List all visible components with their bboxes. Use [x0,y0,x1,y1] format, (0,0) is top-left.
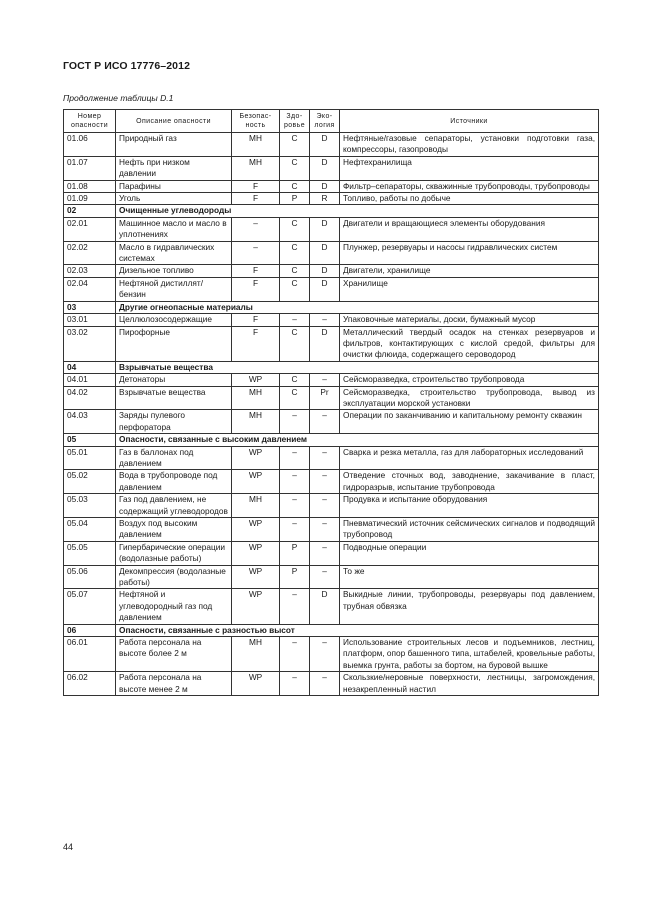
hazard-description: Масло в гидравлических системах [116,241,232,265]
safety-cell: F [232,193,280,205]
health-cell: C [280,180,310,192]
ecology-cell: – [310,637,340,672]
hazard-description: Целлюлозосодержащие [116,314,232,326]
table-row [64,180,599,192]
hazard-description: Заряды пулевого перфоратора [116,410,232,434]
safety-cell: WP [232,541,280,565]
hazard-number: 03.02 [64,326,116,361]
table-section-row [64,624,599,636]
sources-cell: Фильтр–сепараторы, скважинные трубопроводы, трубопроводы [340,180,599,192]
hazard-number: 03.01 [64,314,116,326]
hazard-number: 04.01 [64,374,116,386]
section-number: 03 [64,301,116,313]
hazard-number: 01.06 [64,133,116,157]
hazard-number: 05.01 [64,446,116,470]
sources-cell: Сейсморазведка, строительство трубопровода, вывод из эксплуатации морской установки [340,386,599,410]
hazard-description: Декомпрессия (водолазные работы) [116,565,232,589]
hazard-description: Вода в трубопроводе под давлением [116,470,232,494]
ecology-cell: D [310,277,340,301]
section-number: 05 [64,434,116,446]
ecology-cell: – [310,446,340,470]
ecology-cell: D [310,180,340,192]
health-cell: C [280,156,310,180]
ecology-cell: – [310,518,340,542]
hazard-number: 02.02 [64,241,116,265]
table-row [64,589,599,624]
health-cell: – [280,518,310,542]
health-cell: C [280,386,310,410]
hazard-number: 04.02 [64,386,116,410]
hazard-number: 06.02 [64,672,116,696]
table-row [64,565,599,589]
sources-cell: Двигатели, хранилище [340,265,599,277]
hazard-description: Взрывчатые вещества [116,386,232,410]
health-cell: C [280,374,310,386]
sources-cell: Пневматический источник сейсмических сигналов и подводящий трубопровод [340,518,599,542]
hazard-number: 05.06 [64,565,116,589]
sources-cell: Продувка и испытание оборудования [340,494,599,518]
safety-cell: F [232,277,280,301]
table-row [64,386,599,410]
hazard-description: Природный газ [116,133,232,157]
hazard-number: 05.07 [64,589,116,624]
health-cell: – [280,470,310,494]
health-cell: P [280,565,310,589]
health-cell: – [280,446,310,470]
safety-cell: – [232,241,280,265]
ecology-cell: D [310,156,340,180]
ecology-cell: – [310,314,340,326]
hazard-number: 02.04 [64,277,116,301]
ecology-cell: – [310,494,340,518]
hazard-description: Нефтяной и углеводородный газ под давлением [116,589,232,624]
sources-cell: Хранилище [340,277,599,301]
health-cell: C [280,217,310,241]
table-header-row [64,110,599,133]
hazard-number: 02.01 [64,217,116,241]
hazard-description: Воздух под высоким давлением [116,518,232,542]
table-row [64,541,599,565]
table-row [64,156,599,180]
hazard-description: Работа персонала на высоте менее 2 м [116,672,232,696]
col-header-ecology: Эко-логия [310,110,340,133]
health-cell: – [280,494,310,518]
page-number: 44 [63,842,74,852]
hazards-table [63,109,599,696]
document-title: ГОСТ Р ИСО 17776–2012 [63,60,191,72]
sources-cell: Выкидные линии, трубопроводы, резервуары под давлением, трубная обвязка [340,589,599,624]
health-cell: P [280,193,310,205]
section-title: Очищенные углеводороды [116,205,599,217]
ecology-cell: Pr [310,386,340,410]
health-cell: C [280,241,310,265]
sources-cell: Нефтехранилища [340,156,599,180]
ecology-cell: D [310,133,340,157]
table-section-row [64,434,599,446]
table-section-row [64,301,599,313]
table-row [64,265,599,277]
section-title: Опасности, связанные с разностью высот [116,624,599,636]
col-header-safety: Безопас-ность [232,110,280,133]
sources-cell: Плунжер, резервуары и насосы гидравлических систем [340,241,599,265]
sources-cell: Двигатели и вращающиеся элементы оборудования [340,217,599,241]
hazard-description: Парафины [116,180,232,192]
hazard-number: 04.03 [64,410,116,434]
hazard-description: Пирофорные [116,326,232,361]
safety-cell: WP [232,374,280,386]
hazard-number: 06.01 [64,637,116,672]
ecology-cell: – [310,470,340,494]
hazard-description: Работа персонала на высоте более 2 м [116,637,232,672]
table-row [64,241,599,265]
sources-cell: Упаковочные материалы, доски, бумажный мусор [340,314,599,326]
table-row [64,518,599,542]
hazard-number: 02.03 [64,265,116,277]
health-cell: C [280,277,310,301]
safety-cell: MH [232,494,280,518]
table-row [64,374,599,386]
health-cell: – [280,589,310,624]
table-section-row [64,205,599,217]
health-cell: C [280,133,310,157]
ecology-cell: – [310,565,340,589]
table-row [64,672,599,696]
ecology-cell: – [310,410,340,434]
table-caption: Продолжение таблицы D.1 [63,93,174,103]
safety-cell: WP [232,518,280,542]
hazard-description: Газ под давлением, не содержащий углеводородов [116,494,232,518]
table-row [64,446,599,470]
safety-cell: MH [232,637,280,672]
table-section-row [64,361,599,373]
ecology-cell: – [310,541,340,565]
hazard-description: Газ в баллонах под давлением [116,446,232,470]
hazard-number: 05.04 [64,518,116,542]
ecology-cell: D [310,217,340,241]
table-row [64,470,599,494]
safety-cell: WP [232,672,280,696]
safety-cell: F [232,180,280,192]
health-cell: – [280,672,310,696]
table-row [64,133,599,157]
table-row [64,314,599,326]
sources-cell: Нефтяные/газовые сепараторы, установки подготовки газа, компрессоры, газопроводы [340,133,599,157]
hazard-description: Детонаторы [116,374,232,386]
ecology-cell: D [310,265,340,277]
table-row [64,217,599,241]
health-cell: – [280,314,310,326]
ecology-cell: D [310,589,340,624]
hazard-number: 01.07 [64,156,116,180]
hazard-description: Дизельное топливо [116,265,232,277]
ecology-cell: D [310,241,340,265]
safety-cell: MH [232,133,280,157]
ecology-cell: D [310,326,340,361]
table-body [64,133,599,696]
section-title: Взрывчатые вещества [116,361,599,373]
safety-cell: MH [232,410,280,434]
col-header-health: Здо-ровье [280,110,310,133]
health-cell: – [280,637,310,672]
safety-cell: MH [232,386,280,410]
ecology-cell: – [310,374,340,386]
hazard-number: 05.05 [64,541,116,565]
safety-cell: F [232,265,280,277]
hazard-number: 05.03 [64,494,116,518]
col-header-number: Номер опасности [64,110,116,133]
sources-cell: Скользкие/неровные поверхности, лестницы, загромождения, незакрепленный настил [340,672,599,696]
sources-cell: Сейсморазведка, строительство трубопровода [340,374,599,386]
section-number: 06 [64,624,116,636]
safety-cell: F [232,326,280,361]
hazard-description: Гипербарические операции (водолазные работы) [116,541,232,565]
health-cell: P [280,541,310,565]
sources-cell: Топливо, работы по добыче [340,193,599,205]
sources-cell: То же [340,565,599,589]
ecology-cell: – [310,672,340,696]
safety-cell: – [232,217,280,241]
safety-cell: WP [232,446,280,470]
safety-cell: MH [232,156,280,180]
table-row [64,277,599,301]
hazard-number: 05.02 [64,470,116,494]
section-title: Другие огнеопасные материалы [116,301,599,313]
hazard-number: 01.08 [64,180,116,192]
table-row [64,637,599,672]
health-cell: – [280,410,310,434]
safety-cell: WP [232,565,280,589]
sources-cell: Металлический твердый осадок на стенках резервуаров и фильтров, контактирующих с кислой средой, фильтры для очистки флюида, содержащего сероводород [340,326,599,361]
sources-cell: Использование строительных лесов и подъемников, лестниц, платформ, опор башенного типа, штабелей, кровельные работы, выемка грунта, работы за бортом, на буровой вышке [340,637,599,672]
safety-cell: F [232,314,280,326]
health-cell: C [280,265,310,277]
table-row [64,494,599,518]
hazard-number: 01.09 [64,193,116,205]
sources-cell: Подводные операции [340,541,599,565]
hazard-description: Нефть при низком давлении [116,156,232,180]
table-row [64,326,599,361]
section-number: 04 [64,361,116,373]
sources-cell: Операции по заканчиванию и капитальному ремонту скважин [340,410,599,434]
col-header-sources: Источники [340,110,599,133]
safety-cell: WP [232,470,280,494]
ecology-cell: R [310,193,340,205]
section-title: Опасности, связанные с высоким давлением [116,434,599,446]
hazard-description: Уголь [116,193,232,205]
col-header-description: Описание опасности [116,110,232,133]
safety-cell: WP [232,589,280,624]
hazard-description: Нефтяной дистиллят/бензин [116,277,232,301]
table-row [64,410,599,434]
hazard-description: Машинное масло и масло в уплотнениях [116,217,232,241]
health-cell: C [280,326,310,361]
sources-cell: Отведение сточных вод, заводнение, закачивание в пласт, гидроразрыв, испытание трубопровода [340,470,599,494]
section-number: 02 [64,205,116,217]
sources-cell: Сварка и резка металла, газ для лабораторных исследований [340,446,599,470]
table-row [64,193,599,205]
